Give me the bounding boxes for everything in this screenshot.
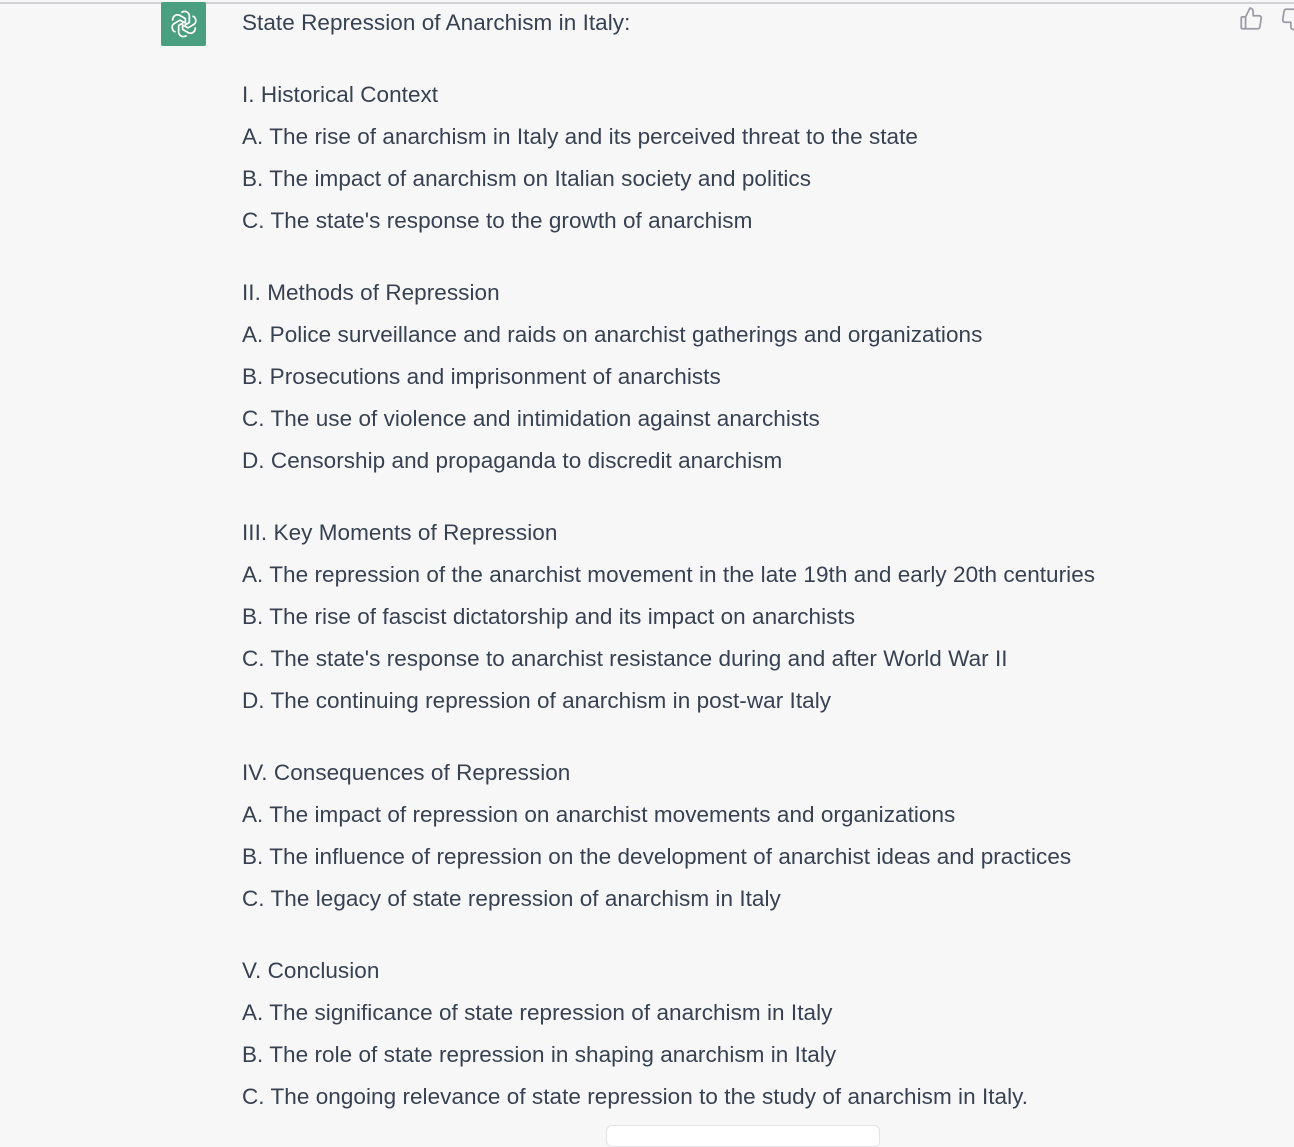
- section-heading: III. Key Moments of Repression: [242, 520, 558, 545]
- section-historical-context: [242, 74, 1202, 242]
- list-item: D. The continuing repression of anarchism in post-war Italy: [242, 688, 832, 713]
- section-consequences: [242, 752, 1202, 920]
- section-heading: IV. Consequences of Repression: [242, 760, 571, 785]
- list-item: C. The ongoing relevance of state repression to the study of anarchism in Italy.: [242, 1084, 1029, 1109]
- thumbs-up-button[interactable]: [1238, 6, 1264, 32]
- openai-logo-icon: [168, 8, 200, 40]
- list-item: B. The impact of anarchism on Italian society and politics: [242, 166, 812, 191]
- feedback-buttons: [1238, 6, 1294, 32]
- assistant-avatar: [161, 2, 206, 46]
- list-item: C. The use of violence and intimidation against anarchists: [242, 406, 820, 431]
- thumbs-down-icon: [1280, 6, 1294, 32]
- section-heading: V. Conclusion: [242, 958, 380, 983]
- assistant-message: [242, 2, 1202, 1118]
- message-title: State Repression of Anarchism in Italy:: [242, 10, 631, 35]
- thumbs-down-button[interactable]: [1280, 6, 1294, 32]
- list-item: A. The repression of the anarchist movement in the late 19th and early 20th centuries: [242, 562, 1096, 587]
- section-heading: I. Historical Context: [242, 82, 439, 107]
- list-item: B. The role of state repression in shaping anarchism in Italy: [242, 1042, 837, 1067]
- list-item: B. Prosecutions and imprisonment of anarchists: [242, 364, 721, 389]
- section-key-moments: [242, 512, 1202, 722]
- list-item: A. The significance of state repression of anarchism in Italy: [242, 1000, 833, 1025]
- section-conclusion: [242, 950, 1202, 1118]
- list-item: D. Censorship and propaganda to discredit anarchism: [242, 448, 783, 473]
- list-item: C. The state's response to anarchist resistance during and after World War II: [242, 646, 1008, 671]
- list-item: B. The influence of repression on the development of anarchist ideas and practices: [242, 844, 1072, 869]
- regenerate-button-container[interactable]: [606, 1125, 880, 1147]
- section-heading: II. Methods of Repression: [242, 280, 500, 305]
- thumbs-up-icon: [1238, 6, 1264, 32]
- section-methods-of-repression: [242, 272, 1202, 482]
- list-item: A. The impact of repression on anarchist movements and organizations: [242, 802, 956, 827]
- list-item: A. The rise of anarchism in Italy and its perceived threat to the state: [242, 124, 918, 149]
- list-item: A. Police surveillance and raids on anarchist gatherings and organizations: [242, 322, 983, 347]
- list-item: C. The legacy of state repression of anarchism in Italy: [242, 886, 781, 911]
- list-item: C. The state's response to the growth of anarchism: [242, 208, 753, 233]
- list-item: B. The rise of fascist dictatorship and its impact on anarchists: [242, 604, 856, 629]
